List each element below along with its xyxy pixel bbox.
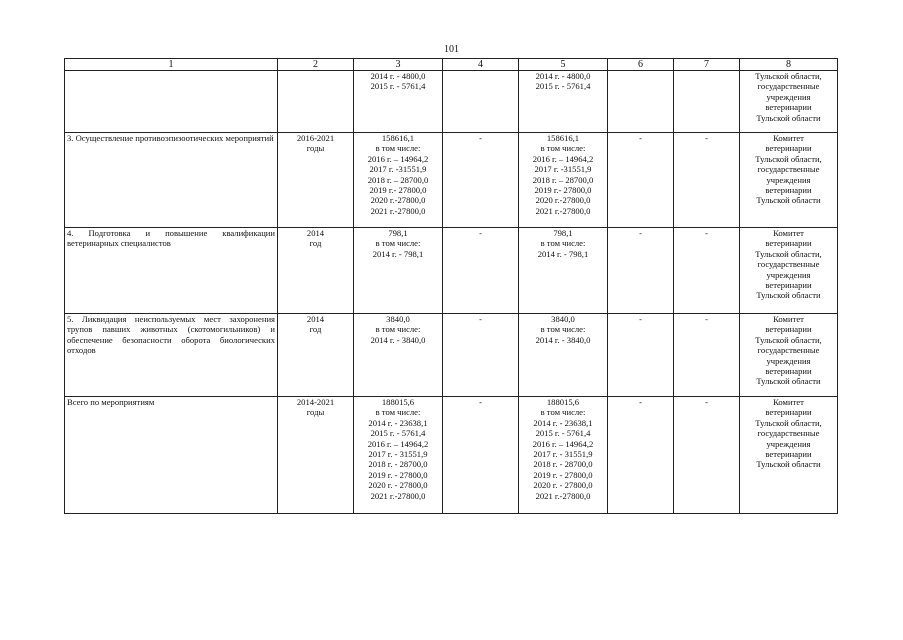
executor-cell-line: Тульской области, — [755, 153, 822, 164]
executor-cell-line: государственные — [757, 345, 820, 356]
column-header: 3 — [354, 59, 443, 71]
executor-cell-line: ветеринарии — [765, 143, 812, 154]
funding-total-cell-line: в том числе: — [375, 143, 421, 154]
executor-cell-line: Комитет — [773, 314, 804, 324]
funding-total-cell-line: в том числе: — [375, 407, 421, 418]
funding-total-cell-line: 2019 г.- 27800,0 — [369, 185, 427, 196]
column-header: 1 — [65, 59, 278, 71]
period-cell-line: годы — [306, 143, 325, 154]
table-row — [65, 133, 838, 228]
column-7-cell: - — [674, 397, 740, 514]
column-header: 5 — [519, 59, 608, 71]
funding-total-cell-line: 798,1 — [388, 228, 408, 238]
funding-total-cell-line: 2018 г. – 28700,0 — [367, 174, 429, 185]
executor-cell-line: ветеринарии — [765, 185, 812, 196]
executor-cell-line: учреждения — [766, 174, 811, 185]
funding-regional-cell-line: 2017 г. - 31551,9 — [533, 449, 593, 460]
funding-total-cell-line: 2014 г. - 23638,1 — [368, 417, 428, 428]
column-6-cell: - — [608, 314, 674, 397]
executor-cell-line: учреждения — [766, 91, 811, 102]
executor-cell-line: государственные — [757, 259, 820, 270]
column-7-cell: - — [674, 228, 740, 314]
funding-regional-cell-line: 2020 г. - 27800,0 — [533, 480, 593, 491]
funding-total-cell-line: 2015 г. - 5761,4 — [370, 81, 426, 92]
funding-regional-cell-line: 2018 г. – 28700,0 — [532, 174, 594, 185]
funding-regional-cell-line: 2020 г.-27800,0 — [535, 195, 591, 206]
funding-regional-cell-line: 2014 г. - 3840,0 — [535, 334, 591, 345]
executor-cell-line: Тульской области, — [755, 417, 822, 428]
funding-total-cell-line: 2017 г. - 31551,9 — [368, 449, 428, 460]
funding-total-cell-line: 2018 г. - 28700,0 — [368, 459, 428, 470]
period-cell — [278, 397, 354, 514]
funding-regional-cell-line: 2021 г.-27800,0 — [535, 205, 591, 216]
funding-total-cell-line: в том числе: — [375, 324, 421, 335]
period-cell — [278, 133, 354, 228]
executor-cell-line: Комитет — [773, 133, 804, 143]
column-4-cell: - — [443, 228, 519, 314]
table-header-row — [65, 59, 838, 71]
funding-regional-cell-line: в том числе: — [540, 143, 586, 154]
executor-cell-line: ветеринарии — [765, 449, 812, 460]
funding-regional-cell — [519, 133, 608, 228]
activity-name: 5. Ликвидация неиспользуемых мест захоронения трупов павших животных (скотомогильников) и обеспечение безопасности оборота биологических отходов — [67, 314, 275, 356]
column-header: 2 — [278, 59, 354, 71]
period-cell-line: 2016-2021 — [296, 133, 335, 143]
table-row — [65, 71, 838, 133]
period-cell-line: 2014 — [306, 228, 325, 238]
funding-total-cell-line: 2020 г. - 27800,0 — [368, 480, 428, 491]
executor-cell-line: Комитет — [773, 228, 804, 238]
funding-regional-cell-line: 2016 г. – 14964,2 — [532, 438, 594, 449]
executor-cell-line: ветеринарии — [765, 280, 812, 291]
executor-cell-line: учреждения — [766, 269, 811, 280]
funding-regional-cell-line: 2014 г. - 4800,0 — [535, 71, 591, 81]
executor-cell-line: Тульской области — [756, 376, 821, 387]
executor-cell-line: государственные — [757, 164, 820, 175]
executor-cell-line: ветеринарии — [765, 366, 812, 377]
funding-total-cell — [354, 397, 443, 514]
funding-total-cell — [354, 228, 443, 314]
activity-name: Всего по мероприятиям — [67, 397, 155, 407]
column-4-cell — [443, 71, 519, 133]
executor-cell-line: ветеринарии — [765, 238, 812, 249]
executor-cell-line: Комитет — [773, 397, 804, 407]
column-header: 4 — [443, 59, 519, 71]
activity-name-cell — [65, 71, 278, 133]
column-6-cell: - — [608, 228, 674, 314]
funding-total-cell-line: 3840,0 — [386, 314, 410, 324]
column-4-cell: - — [443, 314, 519, 397]
period-cell-line: 2014-2021 — [296, 397, 335, 407]
executor-cell-line: Тульской области — [756, 290, 821, 301]
executor-cell-line: государственные — [757, 428, 820, 439]
funding-total-cell-line: 2016 г. – 14964,2 — [367, 438, 429, 449]
funding-regional-cell-line: 798,1 — [553, 228, 573, 238]
period-cell — [278, 314, 354, 397]
funding-total-cell-line: 2021 г.-27800,0 — [370, 490, 426, 501]
period-cell — [278, 71, 354, 133]
funding-regional-cell-line: 188015,6 — [546, 397, 580, 407]
table-row — [65, 397, 838, 514]
funding-total-cell-line: 2019 г. - 27800,0 — [368, 469, 428, 480]
executor-cell-line: учреждения — [766, 355, 811, 366]
funding-regional-cell-line: 158616,1 — [546, 133, 580, 143]
program-activities-table — [64, 58, 838, 514]
activity-name-cell — [65, 228, 278, 314]
column-7-cell: - — [674, 314, 740, 397]
funding-total-cell-line: 2020 г.-27800,0 — [370, 195, 426, 206]
funding-regional-cell-line: 3840,0 — [551, 314, 575, 324]
funding-total-cell-line: 2014 г. - 798,1 — [372, 248, 424, 259]
funding-total-cell-line: 2016 г. – 14964,2 — [367, 153, 429, 164]
executor-cell-line: государственные — [757, 81, 820, 92]
executor-cell-line: Тульской области, — [755, 334, 822, 345]
funding-regional-cell-line: 2021 г.-27800,0 — [535, 490, 591, 501]
funding-total-cell — [354, 314, 443, 397]
executor-cell — [740, 397, 838, 514]
column-4-cell: - — [443, 397, 519, 514]
executor-cell-line: ветеринарии — [765, 407, 812, 418]
funding-total-cell-line: 2021 г.-27800,0 — [370, 205, 426, 216]
funding-regional-cell-line: 2015 г. - 5761,4 — [535, 428, 591, 439]
period-cell — [278, 228, 354, 314]
funding-regional-cell — [519, 71, 608, 133]
period-cell-line: год — [309, 238, 322, 249]
executor-cell-line: ветеринарии — [765, 324, 812, 335]
activity-name-cell — [65, 314, 278, 397]
activity-name-cell — [65, 133, 278, 228]
executor-cell-line: ветеринарии — [765, 102, 812, 113]
column-4-cell: - — [443, 133, 519, 228]
page-number: 101 — [444, 44, 459, 55]
funding-total-cell-line: в том числе: — [375, 238, 421, 249]
activity-name-cell — [65, 397, 278, 514]
activity-name: 4. Подготовка и повышение квалификации ветеринарных специалистов — [67, 228, 275, 249]
funding-regional-cell-line: 2019 г. - 27800,0 — [533, 469, 593, 480]
executor-cell-line: Тульской области — [756, 459, 821, 470]
funding-regional-cell-line: в том числе: — [540, 324, 586, 335]
column-6-cell: - — [608, 133, 674, 228]
funding-total-cell-line: 2015 г. - 5761,4 — [370, 428, 426, 439]
column-6-cell — [608, 71, 674, 133]
funding-total-cell-line: 158616,1 — [381, 133, 415, 143]
funding-total-cell — [354, 133, 443, 228]
funding-regional-cell-line: 2018 г. - 28700,0 — [533, 459, 593, 470]
funding-total-cell-line: 2014 г. - 3840,0 — [370, 334, 426, 345]
funding-regional-cell — [519, 397, 608, 514]
funding-regional-cell-line: 2017 г. -31551,9 — [534, 164, 592, 175]
funding-regional-cell-line: 2014 г. - 23638,1 — [533, 417, 593, 428]
funding-regional-cell — [519, 228, 608, 314]
funding-regional-cell-line: в том числе: — [540, 238, 586, 249]
funding-total-cell-line: 2014 г. - 4800,0 — [370, 71, 426, 81]
column-header: 8 — [740, 59, 838, 71]
period-cell-line: год — [309, 324, 322, 335]
activity-name: 3. Осуществление противоэпизоотических мероприятий — [67, 133, 274, 143]
funding-regional-cell-line: 2019 г.- 27800,0 — [534, 185, 592, 196]
table-row — [65, 228, 838, 314]
column-6-cell: - — [608, 397, 674, 514]
funding-regional-cell-line: 2014 г. - 798,1 — [537, 248, 589, 259]
executor-cell-line: учреждения — [766, 438, 811, 449]
executor-cell — [740, 133, 838, 228]
executor-cell — [740, 228, 838, 314]
executor-cell — [740, 314, 838, 397]
period-cell-line: 2014 — [306, 314, 325, 324]
column-7-cell: - — [674, 133, 740, 228]
funding-regional-cell-line: 2015 г. - 5761,4 — [535, 81, 591, 92]
funding-total-cell — [354, 71, 443, 133]
funding-regional-cell-line: 2016 г. – 14964,2 — [532, 153, 594, 164]
funding-regional-cell-line: в том числе: — [540, 407, 586, 418]
period-cell-line: годы — [306, 407, 325, 418]
column-header: 6 — [608, 59, 674, 71]
executor-cell-line: Тульской области, — [755, 71, 822, 81]
executor-cell-line: Тульской области — [756, 112, 821, 123]
column-7-cell — [674, 71, 740, 133]
table-row — [65, 314, 838, 397]
executor-cell — [740, 71, 838, 133]
column-header: 7 — [674, 59, 740, 71]
executor-cell-line: Тульской области, — [755, 248, 822, 259]
funding-total-cell-line: 2017 г. -31551,9 — [369, 164, 427, 175]
funding-total-cell-line: 188015,6 — [381, 397, 415, 407]
funding-regional-cell — [519, 314, 608, 397]
executor-cell-line: Тульской области — [756, 195, 821, 206]
